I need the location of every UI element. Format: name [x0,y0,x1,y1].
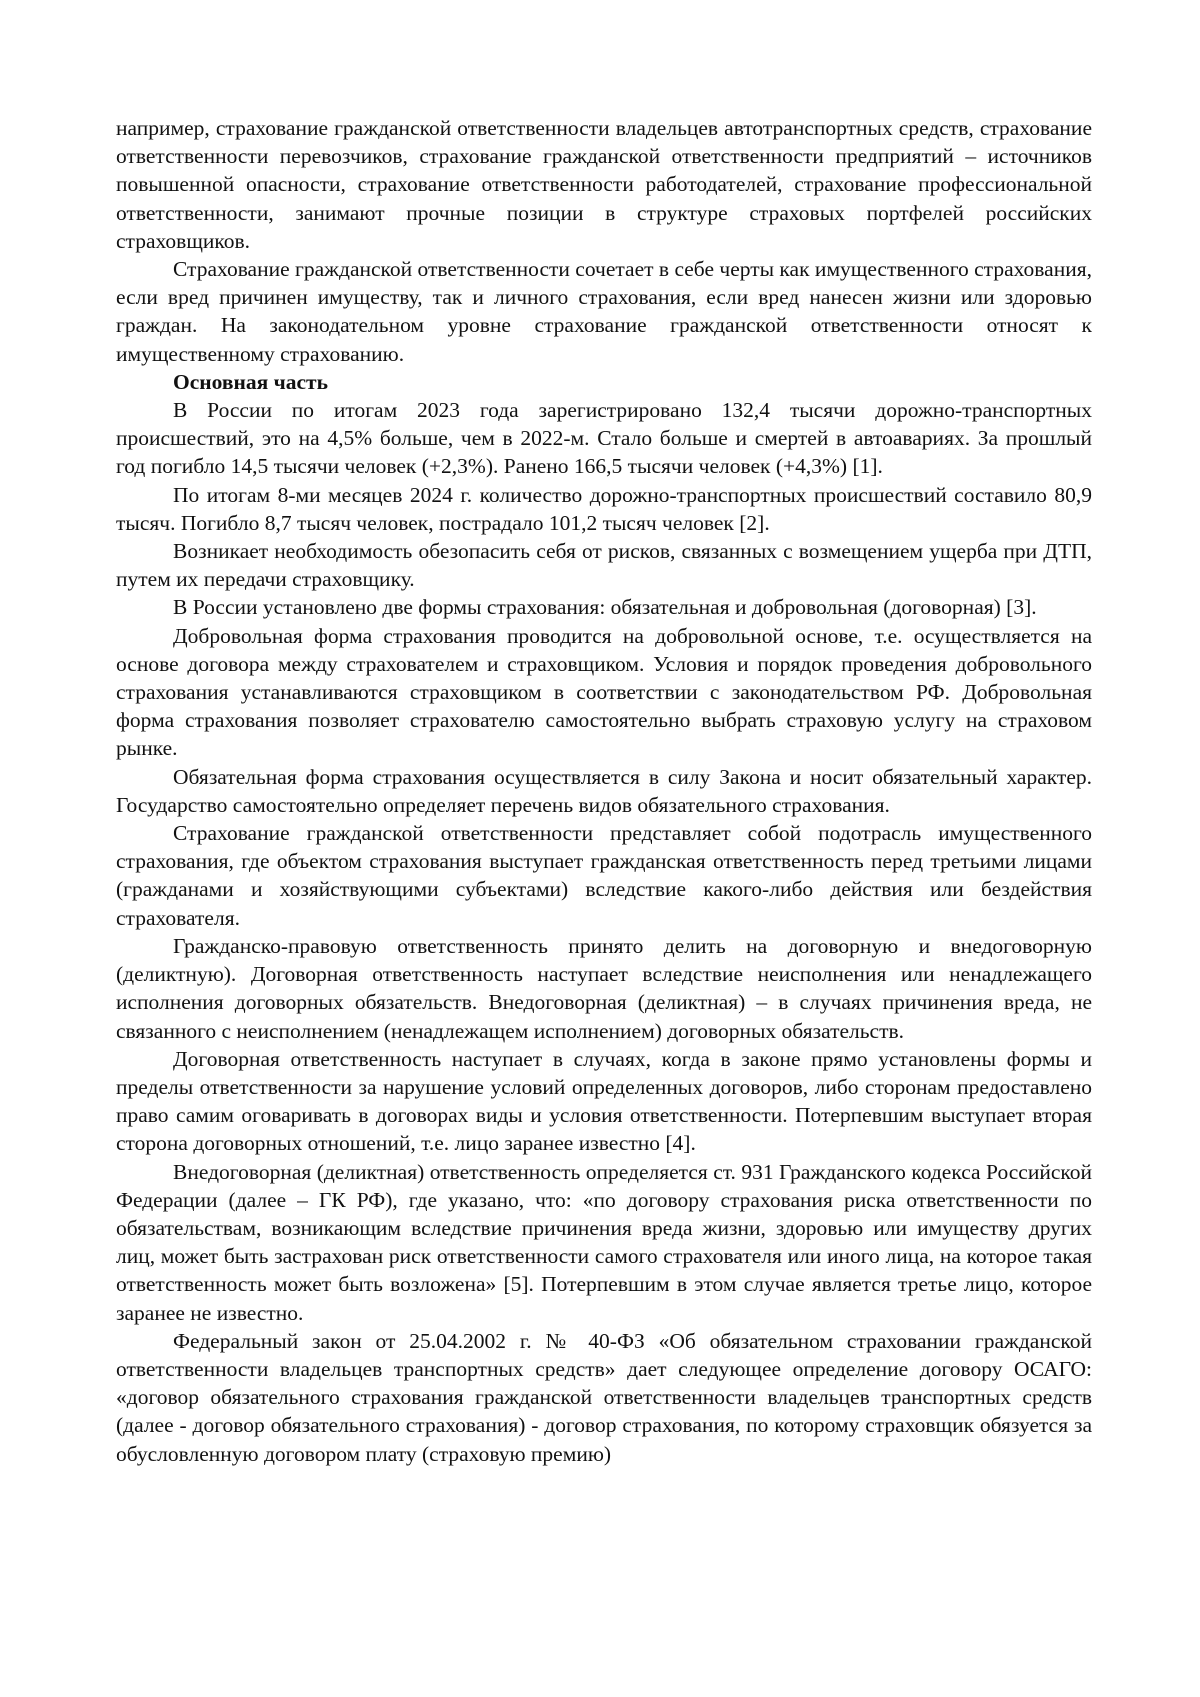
paragraph-contractual-liability: Договорная ответственность наступает в случаях, когда в законе прямо установлены формы и пределы ответственности за нарушение условий определенных договоров, либо сторонам предоставлено право самим оговаривать в договорах виды и условия ответственности. Потерпевшим выступает вторая сторона договорных отношений, т.е. лицо заранее известно [4]. [116,1046,1092,1156]
paragraph-mandatory-insurance: Обязательная форма страхования осуществляется в силу Закона и носит обязательный характер. Государство самостоятельно определяет перечень видов обязательного страхования. [116,764,1092,817]
paragraph-tort-liability: Внедоговорная (деликтная) ответственность определяется ст. 931 Гражданского кодекса Российской Федерации (далее – ГК РФ), где указано, что: «по договору страхования риска ответственности по обязательствам, возникающим вследствие причинения вреда жизни, здоровью или имуществу других лиц, может быть застрахован риск ответственности самого страхователя или иного лица, на которое такая ответственность может быть возложена» [5]. Потерпевшим в этом случае является третье лицо, которое заранее не известно. [116,1159,1092,1325]
paragraph-accidents-2023: В России по итогам 2023 года зарегистрировано 132,4 тысячи дорожно-транспортных происшествий, это на 4,5% больше, чем в 2022-м. Стало больше и смертей в автоавариях. За прошлый год погибло 14,5 тысячи человек (+2,3%). Ранено 166,5 тысячи человек (+4,3%) [1]. [116,398,1092,479]
paragraph-accidents-2024: По итогам 8-ми месяцев 2024 г. количество дорожно-транспортных происшествий составило 80,9 тысяч. Погибло 8,7 тысяч человек, пострадало 101,2 тысяч человек [2]. [116,482,1092,535]
section-heading-main-part: Основная часть [173,369,328,394]
paragraph-need-for-protection: Возникает необходимость обезопасить себя от рисков, связанных с возмещением ущерба при ДТП, путем их передачи страховщику. [116,539,1092,592]
paragraph-liability-insurance-definition: Страхование гражданской ответственности представляет собой подотрасль имущественного страхования, где объектом страхования выступает гражданская ответственность перед третьими лицами (гражданами и хозяйствующими субъектами) вследствие какого-либо действия или бездействия страхователя. [116,821,1092,930]
paragraph-intro-continuation: например, страхование гражданской ответственности владельцев автотранспортных средств, страхование ответственности перевозчиков, страхование гражданской ответственности предприятий – источников повышенной опасности, страхование ответственности работодателей, страхование профессиональной ответственности, занимают прочные позиции в структуре страховых портфелей российских страховщиков. [116,116,1092,253]
paragraph-liability-types: Гражданско-правовую ответственность принято делить на договорную и внедоговорную (деликтную). Договорная ответственность наступает вследствие неисполнения или ненадлежащего исполнения договорных обязательств. Внедоговорная (деликтная) – в случаях причинения вреда, не связанного с неисполнением (ненадлежащем исполнением) договорных обязательств. [116,933,1092,1043]
paragraph-osago-law: Федеральный закон от 25.04.2002 г. № 40-ФЗ «Об обязательном страховании гражданской ответственности владельцев транспортных средств» дает следующее определение договору ОСАГО: «договор обязательного страхования гражданской ответственности владельцев транспортных средств (далее - договор обязательного страхования) - договор страхования, по которому страховщик обязуется за обусловленную договором плату (страховую премию) [116,1328,1092,1466]
paragraph-voluntary-insurance: Добровольная форма страхования проводится на добровольной основе, т.е. осуществляется на основе договора между страхователем и страховщиком. Условия и порядок проведения добровольного страхования устанавливаются страховщиком в соответствии с законодательством РФ. Добровольная форма страхования позволяет страхователю самостоятельно выбрать страховую услугу на страховом рынке. [116,623,1092,761]
paragraph-insurance-forms: В России установлено две формы страхования: обязательная и добровольная (договорная) [3]. [173,595,1037,620]
paragraph-civil-liability-features: Страхование гражданской ответственности сочетает в себе черты как имущественного страхования, если вред причинен имуществу, так и личного страхования, если вред нанесен жизни или здоровью граждан. На законодательном уровне страхование гражданской ответственности относят к имущественному страхованию. [116,257,1092,366]
document-page [116,114,1092,1468]
